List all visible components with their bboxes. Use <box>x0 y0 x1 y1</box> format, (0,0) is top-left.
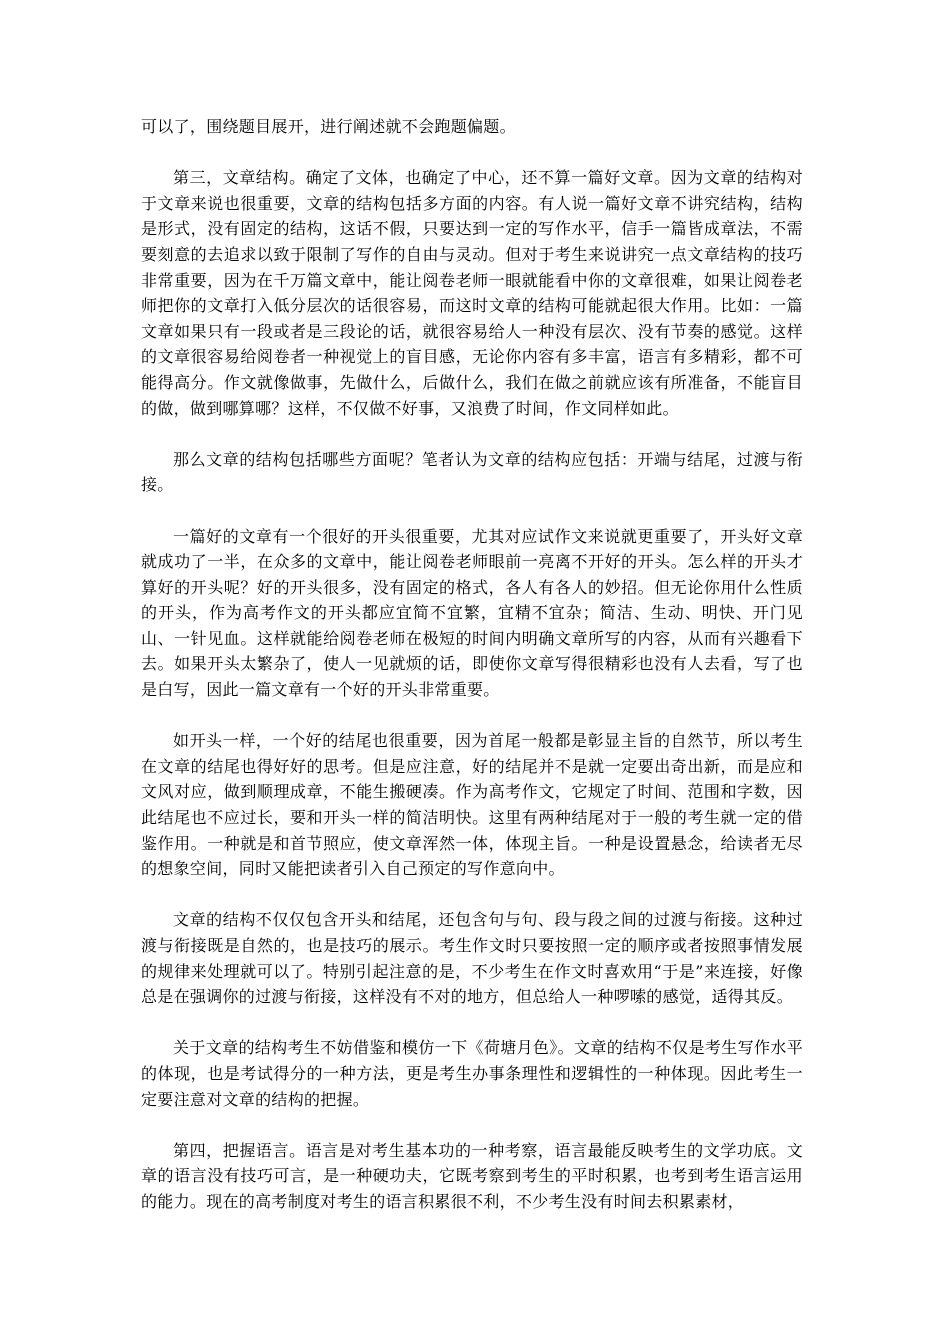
paragraph-structure-intro: 第三，文章结构。确定了文体，也确定了中心，还不算一篇好文章。因为文章的结构对于文章来说也很重要，文章的结构包括多方面的内容。有人说一篇好文章不讲究结构，结构是形式，没有固定的结构，这话不假，只要达到一定的写作水平，信手一篇皆成章法，不需要刻意的去追求以致于限制了写作的自由与灵动。但对于考生来说讲究一点文章结构的技巧非常重要，因为在千万篇文章中，能让阅卷老师一眼就能看中你的文章很难，如果让阅卷老师把你的文章打入低分层次的话很容易，而这时文章的结构可能就起很大作用。比如：一篇文章如果只有一段或者是三段论的话，就很容易给人一种没有层次、没有节奏的感觉。这样的文章很容易给阅卷者一种视觉上的盲目感，无论你内容有多丰富，语言有多精彩，都不可能得高分。作文就像做事，先做什么，后做什么，我们在做之前就应该有所准备，不能盲目的做，做到哪算哪？这样，不仅做不好事，又浪费了时间，作文同样如此。 <box>141 168 803 418</box>
paragraph-language: 第四，把握语言。语言是对考生基本功的一种考察，语言最能反映考生的文学功底。文章的语言没有技巧可言，是一种硬功夫，它既考察到考生的平时积累，也考到考生语言运用的能力。现在的高考制度对考生的语言积累很不利，不少考生没有时间去积累素材， <box>141 1140 803 1211</box>
paragraph-transition: 文章的结构不仅仅包含开头和结尾，还包含句与句、段与段之间的过渡与衔接。这种过渡与衔接既是自然的，也是技巧的展示。考生作文时只要按照一定的顺序或者按照事情发展的规律来处理就可以了。特别引起注意的是，不少考生在作文时喜欢用“于是”来连接，好像总是在强调你的过渡与衔接，这样没有不对的地方，但总给人一种啰嗦的感觉，适得其反。 <box>141 910 803 1007</box>
paragraph-imitation: 关于文章的结构考生不妨借鉴和模仿一下《荷塘月色》。文章的结构不仅是考生写作水平的体现，也是考试得分的一种方法，更是考生办事条理性和逻辑性的一种体现。因此考生一定要注意对文章的结构的把握。 <box>141 1038 803 1109</box>
document-page <box>141 114 803 1240</box>
paragraph-continuation: 可以了，围绕题目展开，进行阐述就不会跑题偏题。 <box>141 117 516 136</box>
paragraph-structure-aspects: 那么文章的结构包括哪些方面呢？笔者认为文章的结构应包括：开端与结尾，过渡与衔接。 <box>141 449 803 495</box>
paragraph-ending: 如开头一样，一个好的结尾也很重要，因为首尾一般都是彰显主旨的自然节，所以考生在文章的结尾也得好好的思考。但是应注意，好的结尾并不是就一定要出奇出新，而是应和文风对应，做到顺理成章，不能生搬硬凑。作为高考作文，它规定了时间、范围和字数，因此结尾也不应过长，要和开头一样的简洁明快。这里有两种结尾对于一般的考生就一定的借鉴作用。一种就是和首节照应，使文章浑然一体，体现主旨。一种是设置悬念，给读者无尽的想象空间，同时又能把读者引入自己预定的写作意向中。 <box>141 731 803 879</box>
paragraph-opening: 一篇好的文章有一个很好的开头很重要，尤其对应试作文来说就更重要了，开头好文章就成功了一半，在众多的文章中，能让阅卷老师眼前一亮离不开好的开头。怎么样的开头才算好的开头呢？好的开头很多，没有固定的格式，各人有各人的妙招。但无论你用什么性质的开头，作为高考作文的开头都应宜简不宜繁，宜精不宜杂；简洁、生动、明快、开门见山、一针见血。这样就能给阅卷老师在极短的时间内明确文章所写的内容，从而有兴趣看下去。如果开头太繁杂了，使人一见就烦的话，即使你文章写得很精彩也没有人去看，写了也是白写，因此一篇文章有一个好的开头非常重要。 <box>141 526 803 700</box>
